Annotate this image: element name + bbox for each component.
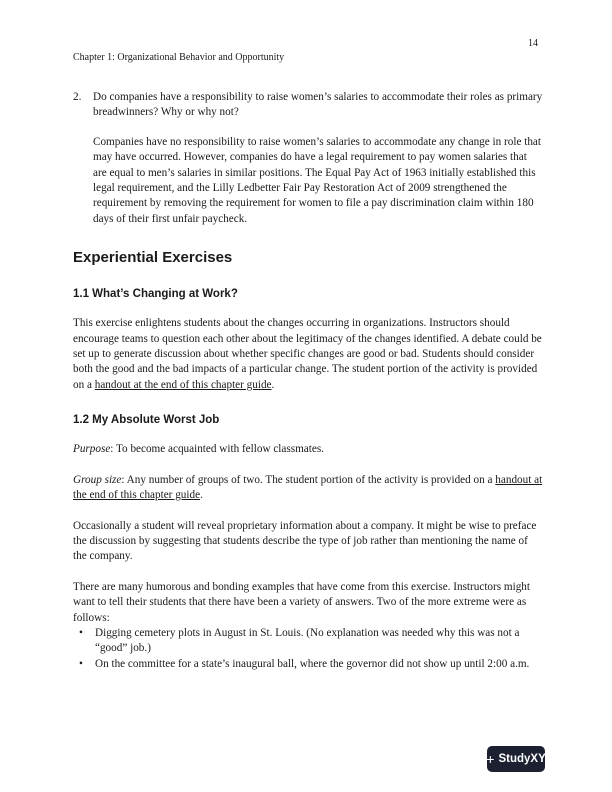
purpose-label: Purpose [73, 443, 111, 456]
bullet-icon: • [79, 626, 83, 639]
group-size-end: . [200, 489, 203, 502]
purpose-paragraph [73, 442, 543, 457]
group-size-text: : Any number of groups of two. The student portion of the activity is provided on a [121, 473, 496, 486]
exercise-1-paragraph [73, 316, 543, 393]
running-header: Chapter 1: Organizational Behavior and Opportunity [73, 52, 285, 63]
question-item [73, 90, 543, 121]
examples-paragraph: There are many humorous and bonding examples that have come from this exercise. Instructors might want to tell their students that there have been a variety of answers. Two of the more extreme were as follows: [73, 580, 530, 624]
list-item-text: On the committee for a state’s inaugural ball, where the governor did not show up until 2:00 a.m. [95, 657, 530, 670]
page-number: 14 [528, 38, 538, 49]
handout-link-2[interactable]: handout at the end of this chapter guide [73, 473, 543, 502]
examples-list [73, 626, 543, 672]
group-size-paragraph [73, 473, 543, 504]
exercise-1-end: . [271, 378, 275, 391]
list-item-text: Digging cemetery plots in August in St. Louis. (No explanation was needed why this was not a “good” job.) [95, 626, 520, 655]
list-item [73, 657, 543, 672]
exercise-1-body: This exercise enlightens students about the changes occurring in organizations. Instructors should encourage teams to question each other about the legitimacy of the changes identified. A debate could be set up to generate discussion about whether specific changes are good or bad. Students should consider both the good and the bad impacts of a particular change. The student portion of the activity is provided on a [73, 317, 542, 391]
exercise-1-heading: 1.1 What’s Changing at Work? [73, 288, 238, 301]
question-text: Do companies have a responsibility to raise women’s salaries to accommodate their roles as primary breadwinners? Why or why not? [93, 91, 543, 119]
proprietary-paragraph: Occasionally a student will reveal proprietary information about a company. It might be wise to preface the discussion by suggesting that students describe the type of job rather than mentioning the name of the company. [73, 519, 537, 563]
question-number: 2. [73, 91, 82, 103]
answer-paragraph: Companies have no responsibility to raise women’s salaries to accommodate any change in role that may have occurred. However, companies do have a legal requirement to pay women salaries that are equal to men’s salaries in similar positions. The Equal Pay Act of 1963 initially established this legal requirement, and the Lilly Ledbetter Fair Pay Restoration Act of 2009 strengthened the requirement by removing the requirement for women to file a pay discrimination claim within 180 days of their first unfair paycheck. [93, 135, 541, 225]
section-heading: Experiential Exercises [73, 249, 233, 267]
bullet-icon: • [79, 657, 83, 670]
plus-icon: + [486, 751, 495, 767]
badge-text: StudyXY [498, 753, 546, 765]
page-content [73, 90, 543, 672]
purpose-text: : To become acquainted with fellow classmates. [110, 443, 324, 456]
group-size-label: Group size [73, 473, 122, 486]
studyxy-badge[interactable] [487, 746, 545, 772]
handout-link[interactable]: handout at the end of this chapter guide [94, 378, 272, 391]
exercise-2-heading: 1.2 My Absolute Worst Job [73, 414, 220, 427]
list-item [73, 626, 543, 657]
